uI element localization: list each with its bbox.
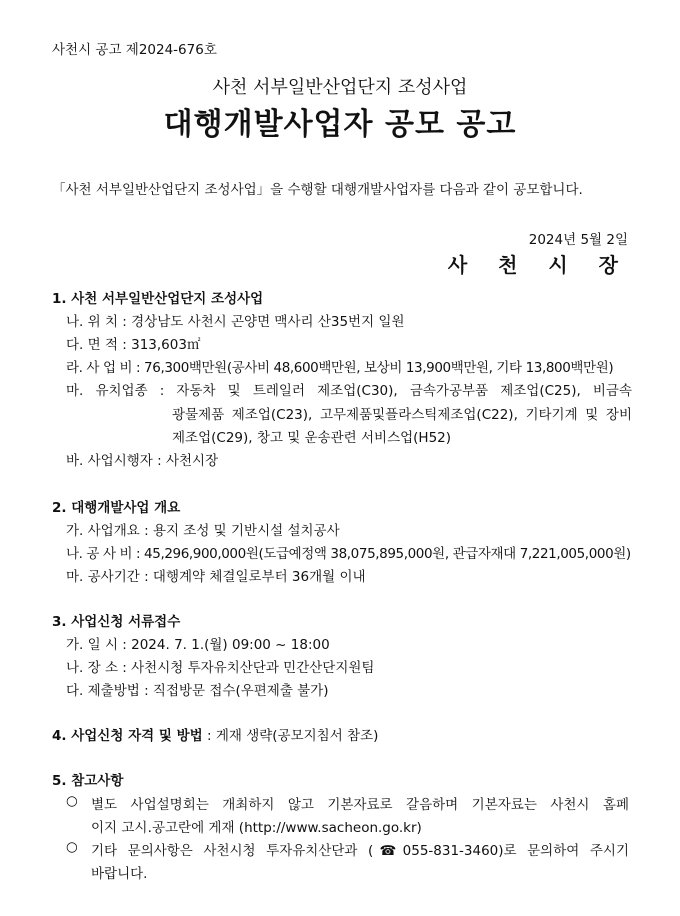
- bullet-1-line1: 별도 사업설명회는 개최하지 않고 기본자료로 갈음하며 기본자료는 사천시 홈페: [91, 797, 629, 813]
- section-1-heading: 1. 사천 서부일반산업단지 조성사업: [52, 291, 264, 307]
- bullet-1-icon: ○: [66, 793, 78, 809]
- bullet-2: [91, 839, 629, 859]
- issue-date: 2024년 5월 2일: [528, 232, 628, 248]
- bullet-1-line2: 이지 고시․공고란에 게재 (http://www.sacheon.go.kr): [91, 820, 422, 836]
- document-title: 대행개발사업자 공모 공고: [163, 107, 517, 142]
- bullet-2-line2: 바랍니다.: [91, 866, 148, 882]
- issuer-signature: 사 천 시 장: [447, 253, 630, 277]
- bullet-2-icon: ○: [66, 839, 78, 855]
- section-1-operator: 바. 사업시행자 : 사천시장: [66, 453, 219, 469]
- section-1-industries-line2: 광물제품 제조업(C23), 고무제품및플라스틱제조업(C22), 기타기계 및 장비: [172, 407, 632, 423]
- section-2-cost: 나. 공 사 비 : 45,296,900,000원(도급예정액 38,075,895,000원, 관급자재대 7,221,005,000원): [66, 546, 631, 562]
- section-1-industries-line1: 마. 유치업종 : 자동차 및 트레일러 제조업(C30), 금속가공부품 제조업(C25), 비금속: [66, 383, 632, 399]
- document-subtitle: 사천 서부일반산업단지 조성사업: [212, 77, 468, 98]
- section-2-period: 마. 공사기간 : 대행계약 체결일로부터 36개월 이내: [66, 569, 366, 585]
- section-4-heading: [52, 724, 378, 744]
- bullet-2-line1: 기타 문의사항은 사천시청 투자유치산단과 (☎055-831-3460)로 문의하여 주시기: [91, 843, 629, 859]
- section-2-heading: 2. 대행개발사업 개요: [52, 500, 181, 516]
- section-1-industries-cont: [172, 403, 632, 423]
- section-1-location: 나. 위 치 : 경상남도 사천시 곤양면 맥사리 산35번지 일원: [66, 314, 405, 330]
- bullet-1: [91, 793, 629, 813]
- section-3-place: 나. 장 소 : 사천시청 투자유치산단과 민간산단지원팀: [66, 660, 375, 676]
- section-2-overview: 가. 사업개요 : 용지 조성 및 기반시설 설치공사: [66, 523, 340, 539]
- section-3-heading: 3. 사업신청 서류접수: [52, 614, 181, 630]
- section-1-industries-line3: 제조업(C29), 창고 및 운송관련 서비스업(H52): [172, 430, 452, 446]
- section-1-area: 다. 면 적 : 313,603㎡: [66, 337, 201, 353]
- notice-number: 사천시 공고 제2024-676호: [52, 42, 217, 58]
- section-4-title: 4. 사업신청 자격 및 방법: [52, 728, 203, 744]
- section-5-heading: 5. 참고사항: [52, 773, 124, 789]
- section-1-industries: [66, 379, 632, 399]
- intro-text: 「사천 서부일반산업단지 조성사업」을 수행할 대행개발사업자를 다음과 같이 공모합니다.: [52, 182, 583, 198]
- section-3-date: 가. 일 시 : 2024. 7. 1.(월) 09:00 ~ 18:00: [66, 637, 330, 653]
- section-3-method: 다. 제출방법 : 직접방문 접수(우편제출 불가): [66, 683, 329, 699]
- section-1-budget: 라. 사 업 비 : 76,300백만원(공사비 48,600백만원, 보상비 13,900백만원, 기타 13,800백만원): [66, 360, 614, 376]
- section-4-note: : 게재 생략(공모지침서 참조): [202, 728, 379, 744]
